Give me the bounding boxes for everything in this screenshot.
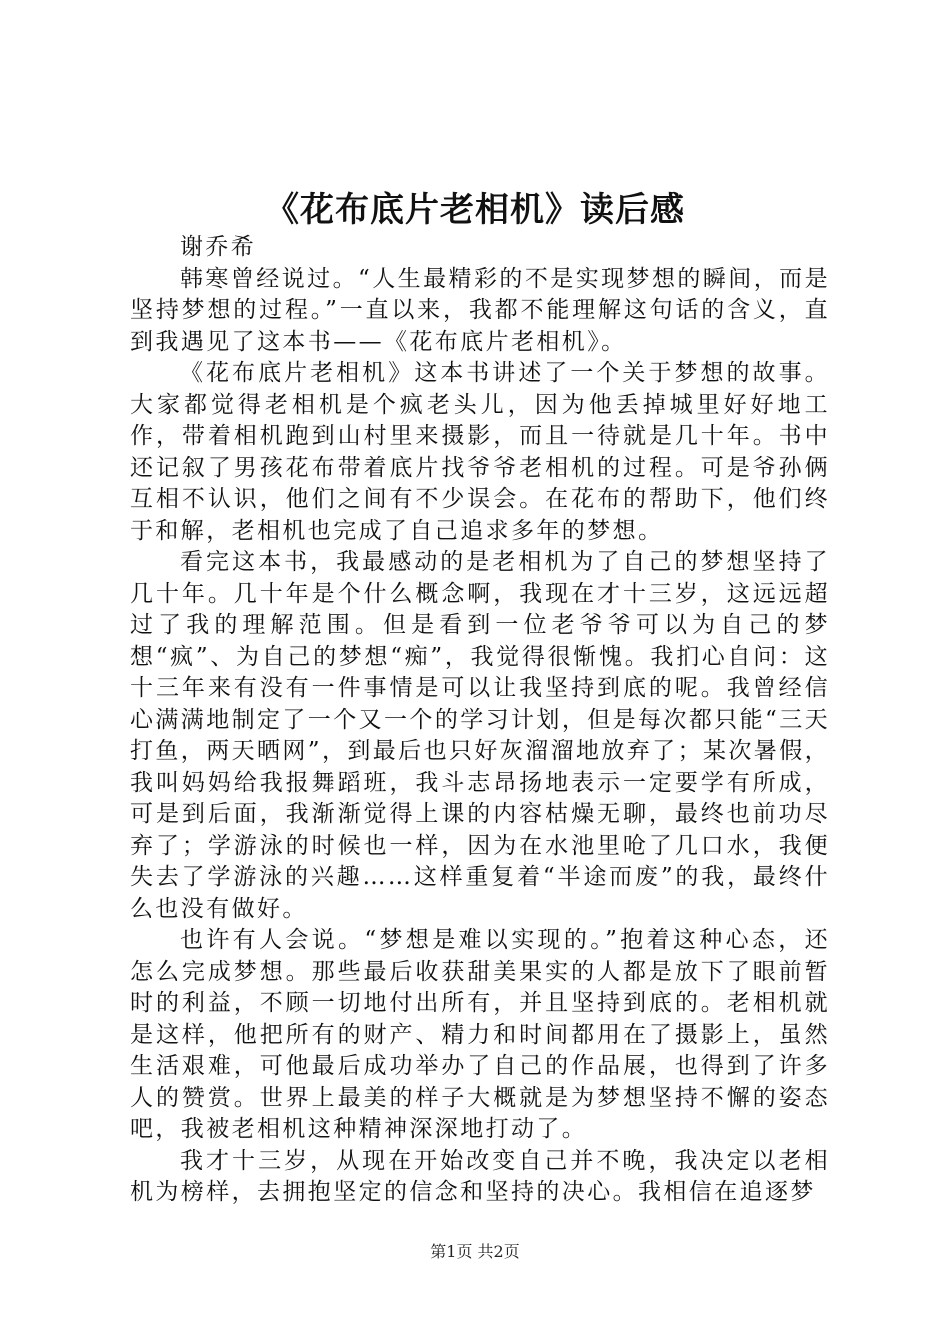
- document-body: [130, 232, 830, 1209]
- paragraph-3: 看完这本书，我最感动的是老相机为了自己的梦想坚持了几十年。几十年是个什么概念啊，我现在才十三岁，这远远超过了我的理解范围。但是看到一位老爷爷可以为自己的梦想“疯”、为自己的梦想“痴”，我觉得很惭愧。我扪心自问：这十三年来有没有一件事情是可以让我坚持到底的呢。我曾经信心满满地制定了一个又一个的学习计划，但是每次都只能“三天打鱼，两天晒网”，到最后也只好灰溜溜地放弃了；某次暑假，我叫妈妈给我报舞蹈班，我斗志昂扬地表示一定要学有所成，可是到后面，我渐渐觉得上课的内容枯燥无聊，最终也前功尽弃了；学游泳的时候也一样，因为在水池里呛了几口水，我便失去了学游泳的兴趣……这样重复着“半途而废”的我，最终什么也没有做好。: [130, 549, 830, 922]
- author-name: 谢乔希: [180, 234, 257, 260]
- page-number-footer: 第1页 共2页: [430, 1242, 520, 1261]
- paragraph-2: 《花布底片老相机》这本书讲述了一个关于梦想的故事。大家都觉得老相机是个疯老头儿，因为他丢掉城里好好地工作，带着相机跑到山村里来摄影，而且一待就是几十年。书中还记叙了男孩花布带着底片找爷爷老相机的过程。可是爷孙俩互相不认识，他们之间有不少误会。在花布的帮助下，他们终于和解，老相机也完成了自己追求多年的梦想。: [130, 360, 830, 544]
- paragraph-4: 也许有人会说。“梦想是难以实现的。”抱着这种心态，还怎么完成梦想。那些最后收获甜美果实的人都是放下了眼前暂时的利益，不顾一切地付出所有，并且坚持到底的。老相机就是这样，他把所有的财产、精力和时间都用在了摄影上，虽然生活艰难，可他最后成功举办了自己的作品展，也得到了许多人的赞赏。世界上最美的样子大概就是为梦想坚持不懈的姿态吧，我被老相机这种精神深深地打动了。: [130, 927, 830, 1142]
- paragraph-5: 我才十三岁，从现在开始改变自己并不晚，我决定以老相机为榜样，去拥抱坚定的信念和坚持的决心。我相信在追逐梦: [130, 1147, 830, 1205]
- document-title: 《花布底片老相机》读后感: [265, 190, 685, 230]
- paragraph-1: 韩寒曾经说过。“人生最精彩的不是实现梦想的瞬间，而是坚持梦想的过程。”一直以来，我都不能理解这句话的含义，直到我遇见了这本书——《花布底片老相机》。: [130, 265, 830, 355]
